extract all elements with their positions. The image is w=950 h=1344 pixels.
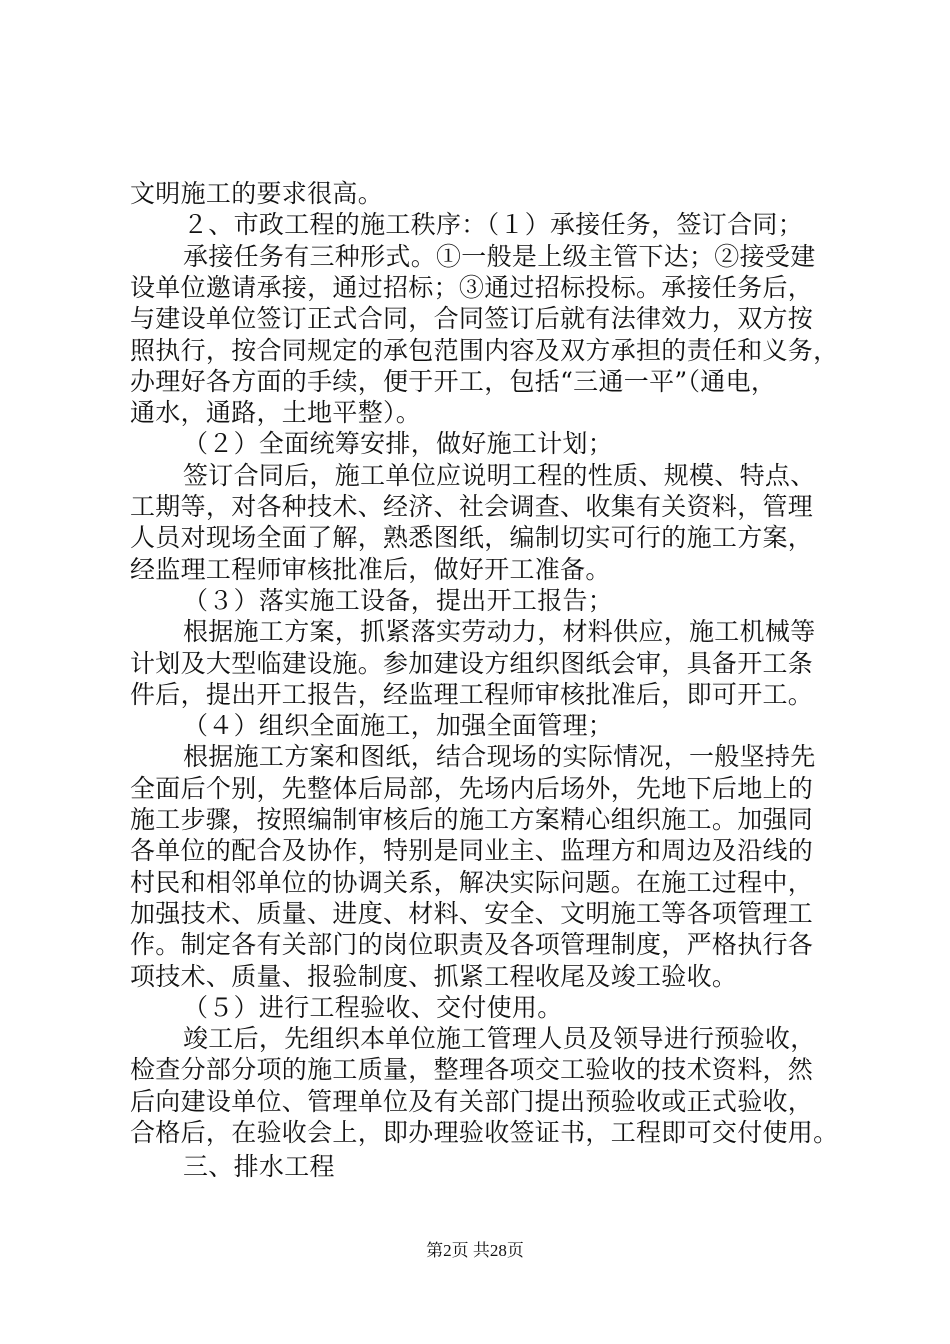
- text-line: （３）落实施工设备，提出开工报告；: [183, 586, 614, 615]
- text-line: 计划及大型临建设施。参加建设方组织图纸会审，具备开工条: [130, 649, 814, 678]
- text-line: 合格后，在验收会上，即办理验收签证书，工程即可交付使用。: [130, 1118, 839, 1147]
- text-line: 全面后个别，先整体后局部，先场内后场外，先地下后地上的: [130, 774, 814, 803]
- text-line: 后向建设单位、管理单位及有关部门提出预验收或正式验收，: [130, 1087, 814, 1116]
- text-line: 作。制定各有关部门的岗位职责及各项管理制度，严格执行各: [130, 930, 814, 959]
- text-line: （２）全面统筹安排，做好施工计划；: [183, 429, 614, 458]
- text-line: （５）进行工程验收、交付使用。: [183, 993, 563, 1022]
- text-line: 项技术、质量、报验制度、抓紧工程收尾及竣工验收。: [130, 962, 738, 991]
- text-line: 根据施工方案和图纸，结合现场的实际情况，一般坚持先: [183, 742, 816, 771]
- text-line: 文明施工的要求很高。: [130, 179, 384, 208]
- text-line: 竣工后，先组织本单位施工管理人员及领导进行预验收，: [183, 1024, 816, 1053]
- text-line: 照执行，按合同规定的承包范围内容及双方承担的责任和义务，: [130, 336, 839, 365]
- text-line: 通水，通路，土地平整）。: [130, 398, 422, 427]
- text-line: ２、市政工程的施工秩序：（１）承接任务，签订合同；: [183, 210, 804, 239]
- text-line: 加强技术、质量、进度、材料、安全、文明施工等各项管理工: [130, 899, 814, 928]
- text-line: 经监理工程师审核批准后，做好开工准备。: [130, 555, 611, 584]
- text-line: 施工步骤，按照编制审核后的施工方案精心组织施工。加强同: [130, 805, 814, 834]
- section-heading: 三、排水工程: [183, 1152, 335, 1181]
- text-line: 村民和相邻单位的协调关系，解决实际问题。在施工过程中，: [130, 868, 814, 897]
- page-number: 第2页 共28页: [426, 1241, 524, 1260]
- text-line: 根据施工方案，抓紧落实劳动力，材料供应，施工机械等: [183, 617, 816, 646]
- text-line: 承接任务有三种形式。①一般是上级主管下达；②接受建: [183, 242, 816, 271]
- text-line: 签订合同后，施工单位应说明工程的性质、规模、特点、: [183, 461, 816, 490]
- text-line: 检查分部分项的施工质量，整理各项交工验收的技术资料，然: [130, 1055, 814, 1084]
- text-line: 工期等，对各种技术、经济、社会调查、收集有关资料，管理: [130, 492, 814, 521]
- text-line: 件后，提出开工报告，经监理工程师审核批准后，即可开工。: [130, 680, 814, 709]
- text-line: 各单位的配合及协作，特别是同业主、监理方和周边及沿线的: [130, 836, 814, 865]
- text-line: 设单位邀请承接，通过招标；③通过招标投标。承接任务后，: [130, 273, 814, 302]
- text-line: （４）组织全面施工，加强全面管理；: [183, 711, 614, 740]
- text-line: 办理好各方面的手续，便于开工，包括“三通一平”（通电，: [130, 367, 777, 396]
- text-line: 与建设单位签订正式合同，合同签订后就有法律效力，双方按: [130, 304, 814, 333]
- text-line: 人员对现场全面了解，熟悉图纸，编制切实可行的施工方案，: [130, 523, 814, 552]
